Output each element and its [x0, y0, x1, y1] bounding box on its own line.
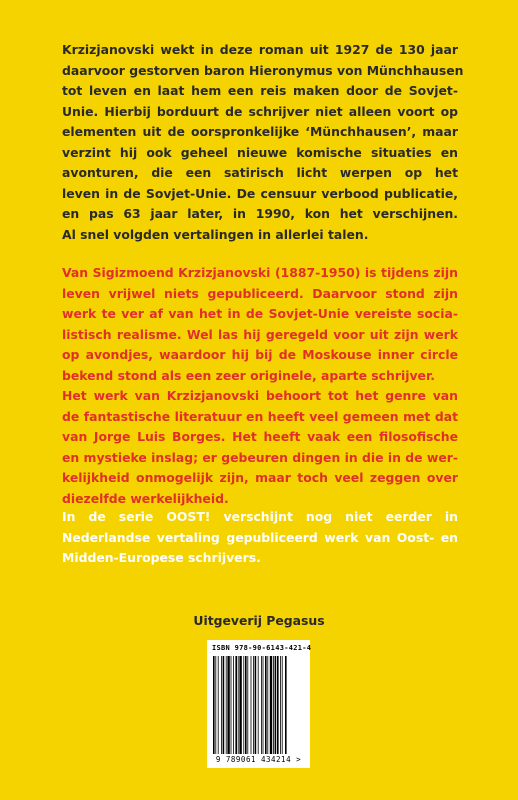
text-line: en pas 63 jaar later, in 1990, kon het verschijnen. [62, 206, 458, 221]
barcode-icon [212, 656, 308, 754]
text-line: Het werk van Krzizjanovski behoort tot het genre van [62, 388, 458, 403]
text-line: Van Sigizmoend Krzizjanovski (1887-1950) is tijdens zijn [62, 265, 458, 280]
synopsis-paragraph [62, 40, 464, 245]
text-line: kelijkheid onmogelijk zijn, maar toch veel zeggen over [62, 470, 458, 485]
text-line: bekend stond als een zeer originele, aparte schrijver. [62, 367, 435, 383]
text-line: Nederlandse vertaling gepubliceerd werk van Oost- en [62, 529, 458, 545]
text-line: leven in de Sovjet-Unie. De censuur verbood publicatie, [62, 185, 458, 201]
series-paragraph [62, 507, 458, 569]
text-line: Al snel volgden vertalingen in allerlei talen. [62, 226, 369, 242]
barcode-digits: 9 789061 434214 > [215, 755, 302, 764]
text-line: listisch realisme. Wel las hij geregeld voor uit zijn werk [62, 326, 458, 342]
text-line: leven vrijwel niets gepubliceerd. Daarvoor stond zijn [62, 285, 458, 301]
isbn-label: ISBN 978-90-6143-421-4 [212, 644, 312, 652]
text-line: diezelfde werkelijkheid. [62, 490, 229, 506]
text-line: elementen uit de oorspronkelijke ‘Münchhausen’, maar [62, 124, 458, 139]
text-line: en mystieke inslag; er gebeuren dingen in die in de wer- [62, 449, 458, 465]
text-line: Krzizjanovski wekt in deze roman uit 1927 de 130 jaar [62, 42, 458, 57]
text-line: tot leven en laat hem een reis maken door de Sovjet- [62, 83, 458, 98]
text-line: Unie. Hierbij borduurt de schrijver niet alleen voort op [62, 103, 458, 119]
text-line: de fantastische literatuur en heeft veel gemeen met dat [62, 408, 458, 424]
publisher-name: Uitgeverij Pegasus [193, 613, 325, 628]
text-line: verzint hij ook geheel nieuwe komische situaties en [62, 144, 458, 160]
text-line: In de serie OOST! verschijnt nog niet eerder in [62, 509, 458, 524]
text-line: daarvoor gestorven baron Hieronymus von Münchhausen [62, 62, 464, 78]
text-line: avonturen, die een satirisch licht werpen op het [62, 165, 458, 180]
author-bio-paragraph [62, 263, 458, 509]
text-line: Midden-Europese schrijvers. [62, 550, 261, 565]
text-line: van Jorge Luis Borges. Het heeft vaak een filosofische [62, 429, 458, 444]
text-line: werk te ver af van het in de Sovjet-Unie vereiste socia- [62, 306, 458, 321]
text-line: op avondjes, waardoor hij bij de Moskouse inner circle [62, 347, 458, 362]
